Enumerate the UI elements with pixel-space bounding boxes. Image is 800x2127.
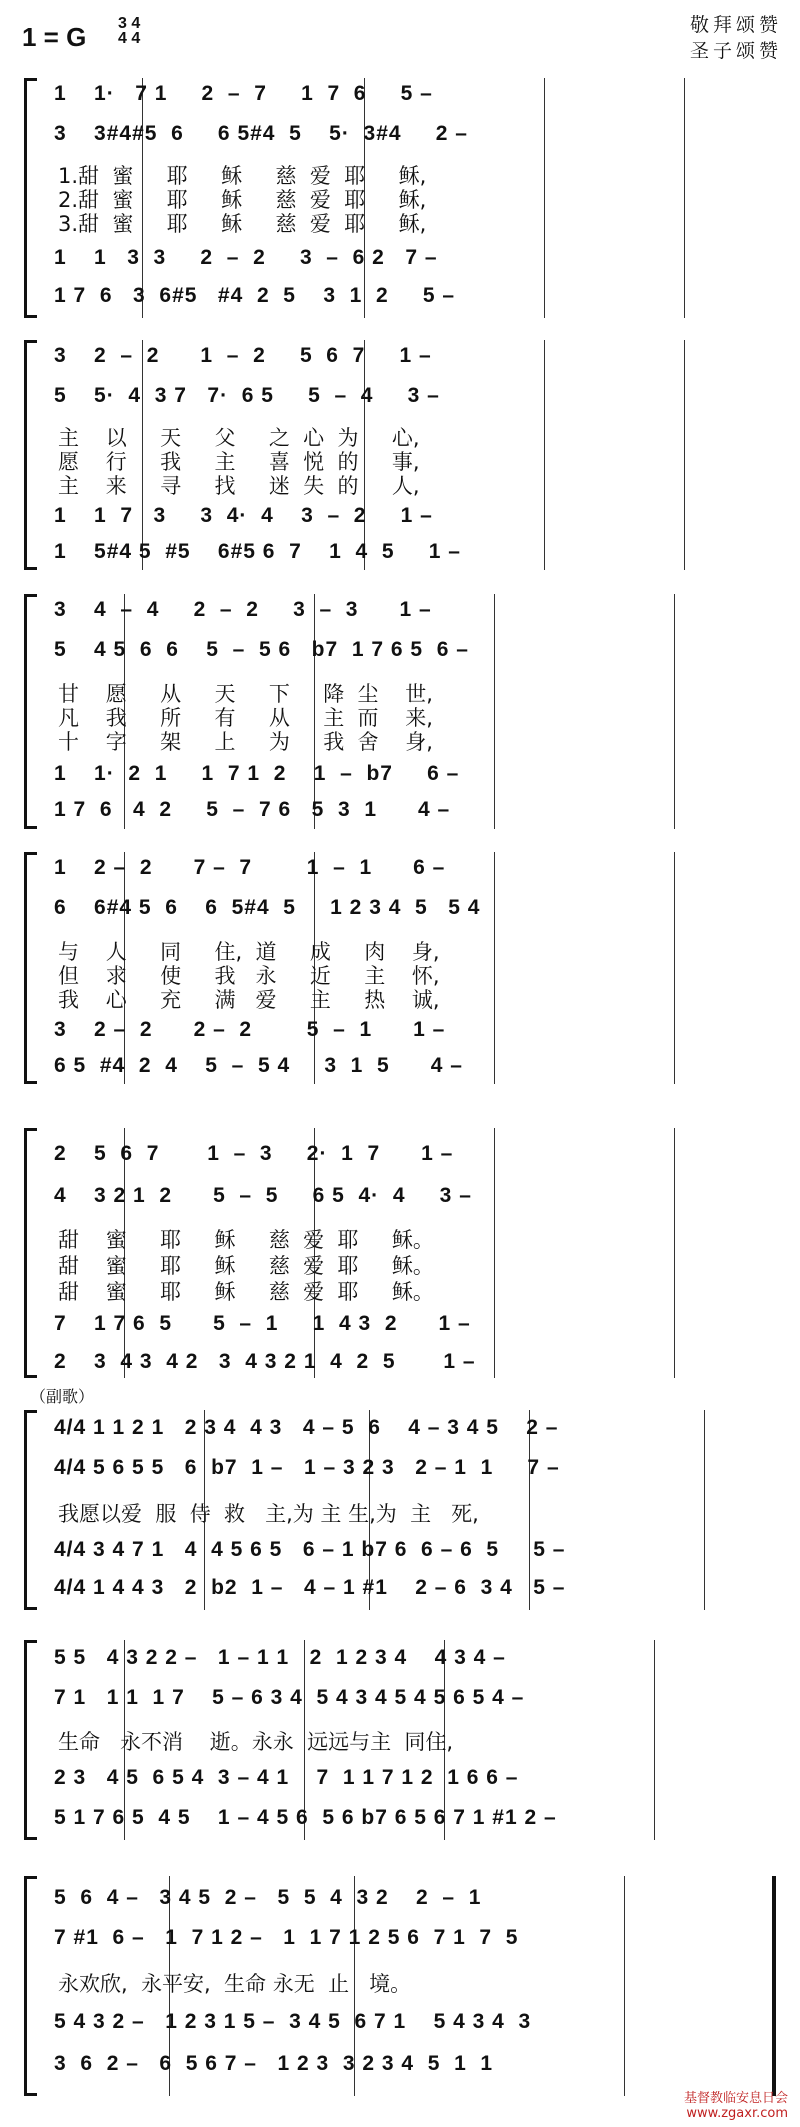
watermark — [684, 2091, 788, 2121]
tenor-line: 1 1 3 3 2 – 2 3 – 6 2 7 – — [54, 246, 438, 269]
time-signature-top: 3 4 — [118, 15, 141, 32]
bass-line: 2 3 4 3 4 2 3 4 3 2 1 4 2 5 1 – — [54, 1350, 476, 1373]
alto-line: 6 6#4 5 6 6 5#4 5 1 2 3 4 5 5 4 — [54, 896, 481, 919]
title-line-2: 圣子颂赞 — [689, 40, 782, 62]
tenor-line: 4/4 3 4 7 1 4 4 5 6 5 6 – 1 b7 6 6 – 6 5 5 – — [54, 1538, 566, 1561]
chorus-label: （副歌） — [30, 1387, 95, 1406]
lyric-verse-3: 3.甜 蜜 耶 稣 慈 爱 耶 稣, — [58, 212, 427, 236]
system-brace — [24, 594, 37, 829]
lyric-verse-1: 1.甜 蜜 耶 稣 慈 爱 耶 稣, — [58, 164, 427, 188]
soprano-line: 4/4 1 1 2 1 2 3 4 4 3 4 – 5 6 4 – 3 4 5 2 – — [54, 1416, 559, 1439]
lyric-verse-3: 我 心 充 满 爱 主 热 诚, — [58, 988, 440, 1012]
score-system-7 — [24, 1640, 782, 1840]
system-brace — [24, 1876, 37, 2096]
bass-line: 1 5#4 5 #5 6#5 6 7 1 4 5 1 – — [54, 540, 461, 563]
score-system-3 — [24, 594, 782, 829]
alto-line: 3 3#4#5 6 6 5#4 5 5· 3#4 2 – — [54, 122, 468, 145]
tenor-line: 5 4 3 2 – 1 2 3 1 5 – 3 4 5 6 7 1 5 4 3 4 3 — [54, 2010, 532, 2033]
score-system-8 — [24, 1876, 782, 2096]
tenor-line: 1 1· 2 1 1 7 1 2 1 – b7 6 – — [54, 762, 460, 785]
soprano-line: 2 5 6 7 1 – 3 2· 1 7 1 – — [54, 1142, 454, 1165]
tenor-line: 1 1 7 3 3 4· 4 3 – 2 1 – — [54, 504, 433, 527]
alto-line: 4/4 5 6 5 5 6 b7 1 – 1 – 3 2 3 2 – 1 1 7 – — [54, 1456, 560, 1479]
lyric-verse-2: 2.甜 蜜 耶 稣 慈 爱 耶 稣, — [58, 188, 427, 212]
system-brace — [24, 852, 37, 1084]
lyric-verse-2: 但 求 使 我 永 近 主 怀, — [58, 964, 440, 988]
soprano-line: 5 5 4 3 2 2 – 1 – 1 1 2 1 2 3 4 4 3 4 – — [54, 1646, 506, 1669]
alto-line: 7 1 1 1 1 7 5 – 6 3 4 5 4 3 4 5 4 5 6 5 4 – — [54, 1686, 525, 1709]
lyric-chorus: 永欢欣, 永平安, 生命 永无 止 境。 — [58, 1972, 412, 1996]
lyric-chorus: 生命 永不消 逝。永永 远远与主 同住, — [58, 1730, 454, 1754]
soprano-line: 1 2 – 2 7 – 7 1 – 1 6 – — [54, 856, 446, 879]
lyric-verse-1: 与 人 同 住, 道 成 肉 身, — [58, 940, 440, 964]
soprano-line: 3 4 – 4 2 – 2 3 – 3 1 – — [54, 598, 432, 621]
lyric-verse-2: 愿 行 我 主 喜 悦 的 事, — [58, 450, 420, 474]
score-system-5 — [24, 1128, 782, 1378]
watermark-line-1: 基督教临安息日会 — [683, 2091, 788, 2106]
bass-line: 1 7 6 3 6#5 #4 2 5 3 1 2 5 – — [54, 284, 456, 307]
system-brace — [24, 1128, 37, 1378]
lyric-verse-3: 甜 蜜 耶 稣 慈 爱 耶 稣。 — [58, 1280, 434, 1304]
key-signature: 1 = G — [22, 22, 87, 52]
tenor-line: 2 3 4 5 6 5 4 3 – 4 1 7 1 1 7 1 2 1 6 6 – — [54, 1766, 519, 1789]
time-signature-bottom: 4 4 — [118, 30, 141, 47]
lyric-verse-2: 凡 我 所 有 从 主 而 来, — [58, 706, 433, 730]
bass-line: 4/4 1 4 4 3 2 b2 1 – 4 – 1 #1 2 – 6 3 4 5 – — [54, 1576, 566, 1599]
alto-line: 5 5· 4 3 7 7· 6 5 5 – 4 3 – — [54, 384, 440, 407]
score-system-2 — [24, 340, 782, 570]
soprano-line: 3 2 – 2 1 – 2 5 6 7 1 – — [54, 344, 432, 367]
alto-line: 7 #1 6 – 1 7 1 2 – 1 1 7 1 2 5 6 7 1 7 5 — [54, 1926, 519, 1949]
lyric-chorus: 我愿以爱 服 侍 救 主,为 主 生,为 主 死, — [58, 1502, 479, 1526]
alto-line: 5 4 5 6 6 5 – 5 6 b7 1 7 6 5 6 – — [54, 638, 469, 661]
alto-line: 4 3 2 1 2 5 – 5 6 5 4· 4 3 – — [54, 1184, 472, 1207]
tenor-line: 3 2 – 2 2 – 2 5 – 1 1 – — [54, 1018, 446, 1041]
system-brace — [24, 1640, 37, 1840]
lyric-verse-2: 甜 蜜 耶 稣 慈 爱 耶 稣。 — [58, 1254, 434, 1278]
bass-line: 6 5 #4 2 4 5 – 5 4 3 1 5 4 – — [54, 1054, 463, 1077]
lyric-verse-3: 十 字 架 上 为 我 舍 身, — [58, 730, 433, 754]
soprano-line: 5 6 4 – 3 4 5 2 – 5 5 4 3 2 2 – 1 — [54, 1886, 482, 1909]
score-system-4 — [24, 852, 782, 1084]
soprano-line: 1 1· 7 1 2 – 7 1 7 6 5 – — [54, 82, 433, 105]
system-brace — [24, 340, 37, 570]
title-line-1: 敬拜颂赞 — [689, 14, 782, 36]
bass-line: 1 7 6 4 2 5 – 7 6 5 3 1 4 – — [54, 798, 451, 821]
lyric-verse-1: 主 以 天 父 之 心 为 心, — [58, 426, 420, 450]
watermark-line-2: www.zgaxr.com — [686, 2106, 788, 2121]
lyric-verse-1: 甘 愿 从 天 下 降 尘 世, — [58, 682, 433, 706]
tenor-line: 7 1 7 6 5 5 – 1 1 4 3 2 1 – — [54, 1312, 471, 1335]
titles — [690, 12, 782, 64]
lyric-verse-1: 甜 蜜 耶 稣 慈 爱 耶 稣。 — [58, 1228, 434, 1252]
bass-line: 5 1 7 6 5 4 5 1 – 4 5 6 5 6 b7 6 5 6 7 1 #1 2 – — [54, 1806, 557, 1829]
score-system-1 — [24, 78, 782, 318]
system-brace — [24, 78, 37, 318]
score-system-6 — [24, 1410, 782, 1610]
time-signature — [118, 16, 140, 46]
system-brace — [24, 1410, 37, 1610]
lyric-verse-3: 主 来 寻 找 迷 失 的 人, — [58, 474, 420, 498]
bass-line: 3 6 2 – 6 5 6 7 – 1 2 3 3 2 3 4 5 1 1 — [54, 2052, 494, 2075]
